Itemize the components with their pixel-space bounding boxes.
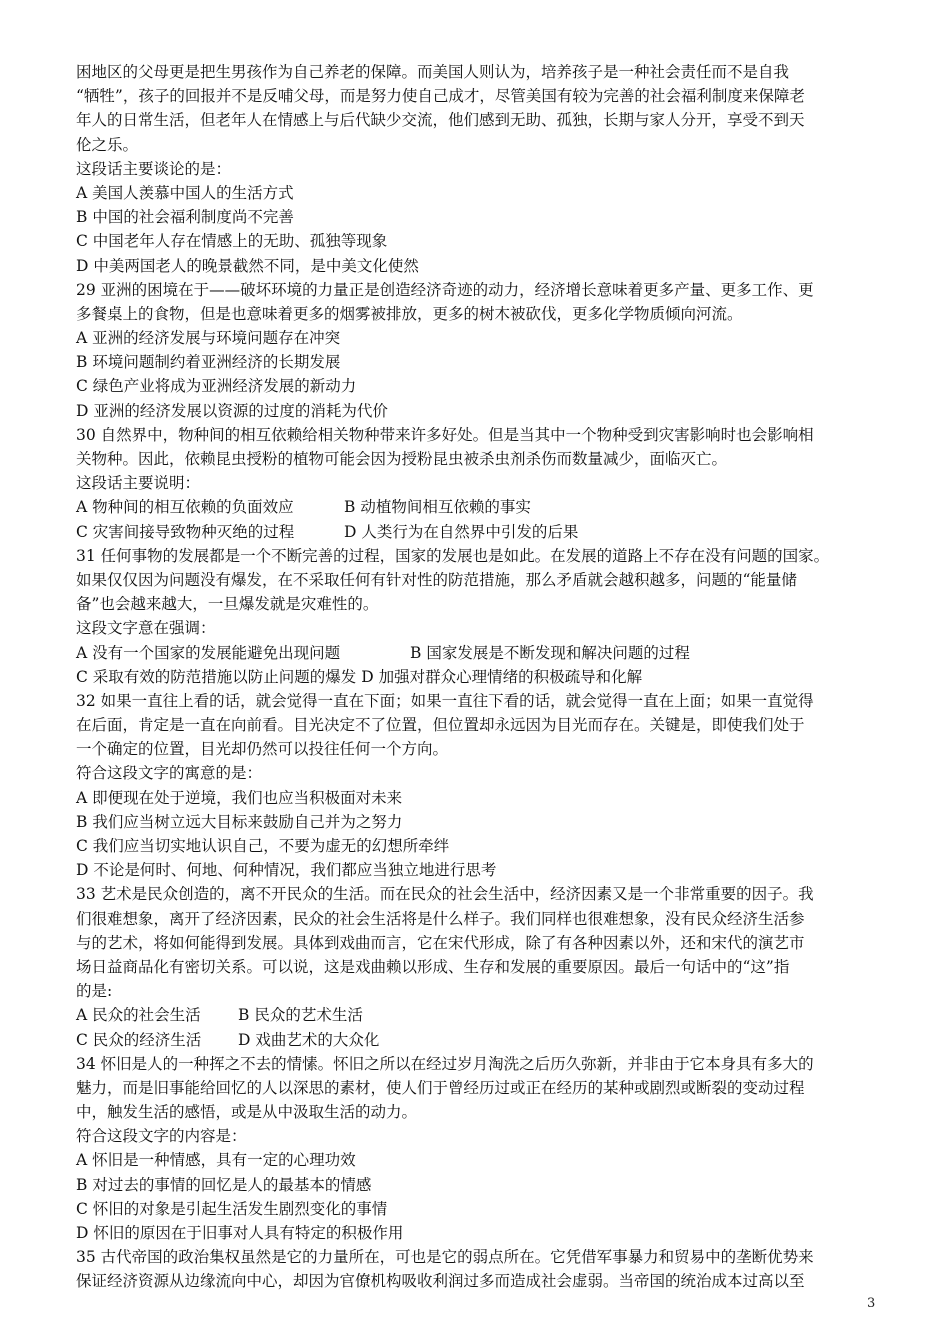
question-34-text: 魅力，而是旧事能给回忆的人以深思的素材，使人们于曾经历过或正在经历的某种或剧烈或断裂的变动过程 — [76, 1078, 805, 1097]
option-row — [76, 520, 886, 544]
option-d: D 人类行为在自然界中引发的后果 — [344, 522, 579, 541]
question-34-text: 中，触发生活的感悟，或是从中汲取生活的动力。 — [76, 1103, 418, 1122]
option-c: C 灾害间接导致物种灭绝的过程 — [76, 522, 295, 541]
option-row — [76, 1003, 886, 1027]
option-b: B 对过去的事情的回忆是人的最基本的情感 — [76, 1175, 372, 1194]
paragraph-line: 年人的日常生活，但老年人在情感上与后代缺少交流，他们感到无助、孤独，长期与家人分开，享受不到天 — [76, 111, 805, 130]
option-d: D 戏曲艺术的大众化 — [238, 1030, 380, 1049]
option-b: B 环境问题制约着亚洲经济的长期发展 — [76, 353, 341, 372]
option-d: D 中美两国老人的晚景截然不同，是中美文化使然 — [76, 256, 419, 275]
question-33-text: 33 艺术是民众创造的，离不开民众的生活。而在民众的社会生活中，经济因素又是一个非常重要的因子。我 — [76, 885, 814, 904]
option-c: C 民众的经济生活 — [76, 1030, 202, 1049]
question-35-text: 保证经济资源从边缘流向中心，却因为官僚机构吸收利润过多而造成社会虚弱。当帝国的统治成本过高以至 — [76, 1272, 805, 1291]
question-32-text: 32 如果一直往上看的话，就会觉得一直在下面；如果一直往下看的话，就会觉得一直在上面；如果一直觉得 — [76, 691, 814, 710]
option-b: B 我们应当树立远大目标来鼓励自己并为之努力 — [76, 812, 403, 831]
paragraph-line: 伦之乐。 — [76, 135, 139, 154]
option-d: D 怀旧的原因在于旧事对人具有特定的积极作用 — [76, 1224, 404, 1242]
question-prompt: 符合这段文字的寓意的是： — [76, 764, 263, 783]
question-30-text: 关物种。因此，依赖昆虫授粉的植物可能会因为授粉昆虫被杀虫剂杀伤而数量减少，面临灭亡。 — [76, 450, 728, 468]
option-b: B 民众的艺术生活 — [238, 1006, 363, 1025]
option-a: A 美国人羡慕中国人的生活方式 — [76, 183, 294, 202]
option-a: A 没有一个国家的发展能避免出现问题 — [76, 643, 341, 662]
question-32-text: 一个确定的位置，目光却仍然可以投往任何一个方向。 — [76, 740, 449, 759]
question-prompt: 这段话主要说明： — [76, 474, 201, 493]
option-row — [76, 1028, 886, 1052]
document-body — [76, 60, 886, 1294]
question-prompt: 这段话主要谈论的是： — [76, 159, 232, 178]
question-31-text: 备”也会越来越大，一旦爆发就是灾难性的。 — [76, 595, 379, 614]
question-33-text: 与的艺术，将如何能得到发展。具体到戏曲而言，它在宋代形成，除了有各种因素以外，还和宋代的演艺市 — [76, 933, 805, 952]
option-b: B 国家发展是不断发现和解决问题的过程 — [410, 643, 690, 662]
option-row — [76, 641, 886, 665]
option-b: B 动植物间相互依赖的事实 — [344, 498, 531, 517]
question-32-text: 在后面，肯定是一直在向前看。目光决定不了位置，但位置却永远因为目光而存在。关键是，即使我们处于 — [76, 716, 805, 735]
page-number: 3 — [867, 1296, 876, 1311]
option-a: A 民众的社会生活 — [76, 1006, 201, 1025]
question-29-text: 多餐桌上的食物，但是也意味着更多的烟雾被排放，更多的树木被砍伐，更多化学物质倾向河流。 — [76, 304, 743, 323]
question-34-text: 34 怀旧是人的一种挥之不去的情愫。怀旧之所以在经过岁月淘洗之后历久弥新，并非由于它本身具有多大的 — [76, 1054, 814, 1073]
option-c: C 绿色产业将成为亚洲经济发展的新动力 — [76, 377, 357, 396]
question-prompt: 符合这段文字的内容是： — [76, 1127, 247, 1146]
option-c: C 中国老年人存在情感上的无助、孤独等现象 — [76, 232, 388, 251]
question-30-text: 30 自然界中，物种间的相互依赖给相关物种带来许多好处。但是当其中一个物种受到灾害影响时也会影响相 — [76, 425, 814, 444]
question-29-text: 29 亚洲的困境在于——破坏环境的力量正是创造经济奇迹的动力，经济增长意味着更多产量、更多工作、更 — [76, 280, 814, 299]
option-a: A 物种间的相互依赖的负面效应 — [76, 498, 294, 517]
question-33-text: 们很难想象，离开了经济因素，民众的社会生活将是什么样子。我们同样也很难想象，没有民众经济生活参 — [76, 909, 805, 928]
option-c: C 我们应当切实地认识自己，不要为虚无的幻想所牵绊 — [76, 837, 450, 855]
option-c: C 怀旧的对象是引起生活发生剧烈变化的事情 — [76, 1199, 388, 1218]
option-a: A 亚洲的经济发展与环境问题存在冲突 — [76, 329, 341, 348]
option-row-cd: C 采取有效的防范措施以防止问题的爆发 D 加强对群众心理情绪的积极疏导和化解 — [76, 667, 643, 686]
question-prompt: 这段文字意在强调： — [76, 619, 216, 638]
question-33-text: 的是: — [76, 982, 113, 1001]
option-d: D 不论是何时、何地、何种情况，我们都应当独立地进行思考 — [76, 861, 497, 880]
option-row — [76, 495, 886, 519]
question-33-text: 场日益商品化有密切关系。可以说，这是戏曲赖以形成、生存和发展的重要原因。最后一句话中的“这”指 — [76, 957, 790, 976]
option-a: A 怀旧是一种情感，具有一定的心理功效 — [76, 1151, 356, 1170]
option-a: A 即便现在处于逆境，我们也应当积极面对未来 — [76, 788, 403, 807]
paragraph-line: “牺牲”，孩子的回报并不是反哺父母，而是努力使自己成才，尽管美国有较为完善的社会福利制度来保障老 — [76, 87, 805, 106]
question-35-text: 35 古代帝国的政治集权虽然是它的力量所在，可也是它的弱点所在。它凭借军事暴力和贸易中的垄断优势来 — [76, 1248, 814, 1267]
question-31-text: 如果仅仅因为问题没有爆发，在不采取任何有针对性的防范措施，那么矛盾就会越积越多，问题的“能量储 — [76, 570, 797, 589]
option-b: B 中国的社会福利制度尚不完善 — [76, 208, 294, 227]
option-d: D 亚洲的经济发展以资源的过度的消耗为代价 — [76, 401, 388, 420]
paragraph-line: 困地区的父母更是把生男孩作为自己养老的保障。而美国人则认为，培养孩子是一种社会责任而不是自我 — [76, 63, 790, 81]
question-31-text: 31 任何事物的发展都是一个不断完善的过程，国家的发展也是如此。在发展的道路上不存在没有问题的国家。 — [76, 546, 830, 565]
